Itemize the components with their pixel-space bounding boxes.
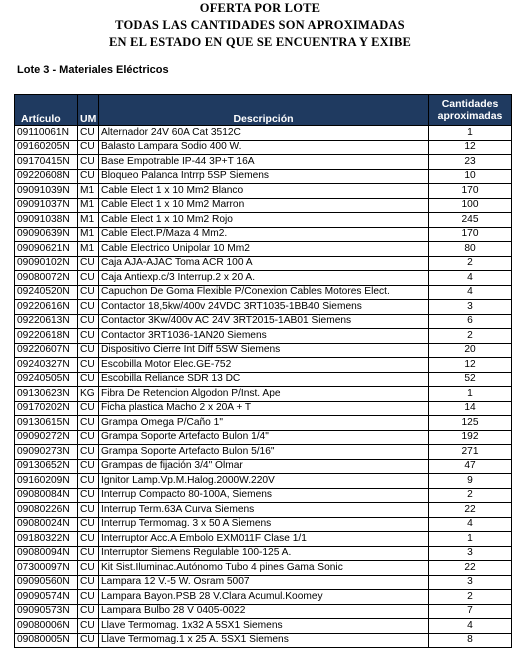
- cell-um: M1: [78, 242, 99, 257]
- table-row: [15, 285, 512, 300]
- cell-um: M1: [78, 227, 99, 242]
- materials-table: [14, 94, 512, 648]
- table-row: [15, 575, 512, 590]
- cell-descripcion: Contactor 3RT1036-1AN20 Siemens: [99, 329, 429, 344]
- cell-articulo: 09080094N: [15, 546, 78, 561]
- cell-um: CU: [78, 546, 99, 561]
- table-row: [15, 590, 512, 605]
- cell-cantidad: 14: [429, 401, 512, 416]
- cell-cantidad: 22: [429, 561, 512, 576]
- cell-um: CU: [78, 372, 99, 387]
- cell-articulo: 09080226N: [15, 503, 78, 518]
- cell-cantidad: 2: [429, 256, 512, 271]
- table-row: [15, 329, 512, 344]
- cell-um: M1: [78, 213, 99, 228]
- cell-um: M1: [78, 184, 99, 199]
- cell-um: CU: [78, 358, 99, 373]
- table-row: [15, 474, 512, 489]
- cell-cantidad: 8: [429, 633, 512, 648]
- cell-cantidad: 12: [429, 358, 512, 373]
- cell-cantidad: 170: [429, 227, 512, 242]
- table-row: [15, 401, 512, 416]
- cell-cantidad: 23: [429, 155, 512, 170]
- cell-um: CU: [78, 256, 99, 271]
- cell-um: CU: [78, 575, 99, 590]
- cell-cantidad: 3: [429, 300, 512, 315]
- cell-articulo: 09090621N: [15, 242, 78, 257]
- table-row: [15, 430, 512, 445]
- cell-descripcion: Kit Sist.Iluminac.Autónomo Tubo 4 pines Gama Sonic: [99, 561, 429, 576]
- cell-articulo: 09180322N: [15, 532, 78, 547]
- cell-articulo: 09240327N: [15, 358, 78, 373]
- table-row: [15, 619, 512, 634]
- cell-articulo: 09091039N: [15, 184, 78, 199]
- cell-articulo: 09160205N: [15, 140, 78, 155]
- cell-descripcion: Interruptor Siemens Regulable 100-125 A.: [99, 546, 429, 561]
- cell-articulo: 09090639N: [15, 227, 78, 242]
- cell-articulo: 09130615N: [15, 416, 78, 431]
- cell-articulo: 09240505N: [15, 372, 78, 387]
- cell-cantidad: 3: [429, 575, 512, 590]
- cell-cantidad: 2: [429, 590, 512, 605]
- cell-articulo: 09170415N: [15, 155, 78, 170]
- table-row: [15, 314, 512, 329]
- cell-um: CU: [78, 561, 99, 576]
- cell-descripcion: Escobilla Reliance SDR 13 DC: [99, 372, 429, 387]
- cell-descripcion: Cable Elect 1 x 10 Mm2 Blanco: [99, 184, 429, 199]
- cell-descripcion: Contactor 3Kw/400v AC 24V 3RT2015-1AB01 Siemens: [99, 314, 429, 329]
- table-row: [15, 358, 512, 373]
- lot-title: Lote 3 - Materiales Eléctricos: [17, 64, 169, 76]
- cell-articulo: 09090560N: [15, 575, 78, 590]
- cell-um: CU: [78, 532, 99, 547]
- table-row: [15, 300, 512, 315]
- cell-descripcion: Interrup Compacto 80-100A, Siemens: [99, 488, 429, 503]
- cell-descripcion: Cable Electrico Unipolar 10 Mm2: [99, 242, 429, 257]
- cell-cantidad: 1: [429, 532, 512, 547]
- cell-um: CU: [78, 401, 99, 416]
- cell-um: M1: [78, 198, 99, 213]
- cell-um: CU: [78, 271, 99, 286]
- cell-um: CU: [78, 474, 99, 489]
- cell-articulo: 09220608N: [15, 169, 78, 184]
- cell-descripcion: Cable Elect 1 x 10 Mm2 Marron: [99, 198, 429, 213]
- table-row: [15, 532, 512, 547]
- cell-cantidad: 2: [429, 488, 512, 503]
- column-header-articulo: Artículo: [15, 95, 78, 126]
- table-row: [15, 343, 512, 358]
- table-row: [15, 372, 512, 387]
- table-row: [15, 126, 512, 141]
- cell-articulo: 09080006N: [15, 619, 78, 634]
- cell-cantidad: 245: [429, 213, 512, 228]
- table-row: [15, 416, 512, 431]
- cell-um: CU: [78, 619, 99, 634]
- cell-articulo: 09130652N: [15, 459, 78, 474]
- table-body: [15, 126, 512, 648]
- cell-cantidad: 9: [429, 474, 512, 489]
- cell-cantidad: 100: [429, 198, 512, 213]
- cell-cantidad: 192: [429, 430, 512, 445]
- cell-articulo: 09090574N: [15, 590, 78, 605]
- cell-descripcion: Dispositivo Cierre Int Diff 5SW Siemens: [99, 343, 429, 358]
- cell-descripcion: Lampara 12 V.-5 W. Osram 5007: [99, 575, 429, 590]
- cell-descripcion: Interrup Term.63A Curva Siemens: [99, 503, 429, 518]
- table-row: [15, 604, 512, 619]
- cell-articulo: 09080005N: [15, 633, 78, 648]
- cell-um: CU: [78, 169, 99, 184]
- table-row: [15, 184, 512, 199]
- cell-cantidad: 7: [429, 604, 512, 619]
- table-row: [15, 488, 512, 503]
- cell-descripcion: Contactor 18,5kw/400v 24VDC 3RT1035-1BB40 Siemens: [99, 300, 429, 315]
- cell-articulo: 09220618N: [15, 329, 78, 344]
- cell-cantidad: 1: [429, 387, 512, 402]
- quantities-notice: TODAS LAS CANTIDADES SON APROXIMADAS: [115, 18, 405, 32]
- cell-descripcion: Grampa Soporte Artefacto Bulon 5/16": [99, 445, 429, 460]
- cell-cantidad: 271: [429, 445, 512, 460]
- cell-um: CU: [78, 590, 99, 605]
- cell-articulo: 09080024N: [15, 517, 78, 532]
- cell-cantidad: 4: [429, 619, 512, 634]
- cell-um: CU: [78, 329, 99, 344]
- cell-articulo: 09090273N: [15, 445, 78, 460]
- cell-articulo: 09091037N: [15, 198, 78, 213]
- cell-um: CU: [78, 459, 99, 474]
- cell-descripcion: Caja AJA-AJAC Toma ACR 100 A: [99, 256, 429, 271]
- cell-cantidad: 3: [429, 546, 512, 561]
- cell-um: CU: [78, 488, 99, 503]
- cell-descripcion: Ficha plastica Macho 2 x 20A + T: [99, 401, 429, 416]
- table-row: [15, 387, 512, 402]
- cell-um: CU: [78, 140, 99, 155]
- cell-cantidad: 80: [429, 242, 512, 257]
- cell-um: CU: [78, 126, 99, 141]
- cell-descripcion: Interruptor Acc.A Embolo EXM011F Clase 1/1: [99, 532, 429, 547]
- cell-articulo: 09110061N: [15, 126, 78, 141]
- table-row: [15, 155, 512, 170]
- table-row: [15, 140, 512, 155]
- table-row: [15, 271, 512, 286]
- cell-descripcion: Escobilla Motor Elec.GE-752: [99, 358, 429, 373]
- cell-articulo: 09160209N: [15, 474, 78, 489]
- cell-um: CU: [78, 285, 99, 300]
- cell-um: CU: [78, 343, 99, 358]
- cell-articulo: 09170202N: [15, 401, 78, 416]
- table-row: [15, 227, 512, 242]
- cell-descripcion: Fibra De Retencion Algodon P/Inst. Ape: [99, 387, 429, 402]
- cell-articulo: 09080072N: [15, 271, 78, 286]
- cell-cantidad: 22: [429, 503, 512, 518]
- cell-descripcion: Lampara Bayon.PSB 28 V.Clara Acumul.Koomey: [99, 590, 429, 605]
- cell-descripcion: Llave Termomag. 1x32 A 5SX1 Siemens: [99, 619, 429, 634]
- cell-cantidad: 4: [429, 271, 512, 286]
- table-row: [15, 633, 512, 648]
- cell-articulo: 09220613N: [15, 314, 78, 329]
- column-header-cantidades: Cantidades aproximadas: [429, 95, 512, 126]
- cell-articulo: 09220607N: [15, 343, 78, 358]
- cell-cantidad: 2: [429, 329, 512, 344]
- condition-notice: EN EL ESTADO EN QUE SE ENCUENTRA Y EXIBE: [108, 35, 412, 49]
- cell-cantidad: 1: [429, 126, 512, 141]
- cell-descripcion: Balasto Lampara Sodio 400 W.: [99, 140, 429, 155]
- cell-um: KG: [78, 387, 99, 402]
- cell-descripcion: Cable Elect.P/Maza 4 Mm2.: [99, 227, 429, 242]
- table-row: [15, 445, 512, 460]
- cell-um: CU: [78, 155, 99, 170]
- cell-articulo: 09090272N: [15, 430, 78, 445]
- cell-articulo: 09240520N: [15, 285, 78, 300]
- cell-descripcion: Grampa Soporte Artefacto Bulon 1/4": [99, 430, 429, 445]
- cell-um: CU: [78, 314, 99, 329]
- cell-descripcion: Llave Termomag.1 x 25 A. 5SX1 Siemens: [99, 633, 429, 648]
- offer-title: OFERTA POR LOTE: [199, 1, 321, 15]
- cell-articulo: 09090573N: [15, 604, 78, 619]
- cell-articulo: 09091038N: [15, 213, 78, 228]
- table-row: [15, 517, 512, 532]
- column-header-um: UM: [78, 95, 99, 126]
- cell-cantidad: 170: [429, 184, 512, 199]
- cell-um: CU: [78, 604, 99, 619]
- cell-um: CU: [78, 416, 99, 431]
- cell-cantidad: 12: [429, 140, 512, 155]
- cell-articulo: 07300097N: [15, 561, 78, 576]
- cell-cantidad: 4: [429, 517, 512, 532]
- table-row: [15, 459, 512, 474]
- cell-um: CU: [78, 430, 99, 445]
- cell-articulo: 09080084N: [15, 488, 78, 503]
- column-header-descripcion: Descripción: [99, 95, 429, 126]
- cell-descripcion: Base Empotrable IP-44 3P+T 16A: [99, 155, 429, 170]
- cell-cantidad: 125: [429, 416, 512, 431]
- cell-cantidad: 20: [429, 343, 512, 358]
- table-row: [15, 561, 512, 576]
- cell-articulo: 09130623N: [15, 387, 78, 402]
- cell-descripcion: Grampa Omega P/Caño 1": [99, 416, 429, 431]
- cell-cantidad: 6: [429, 314, 512, 329]
- cell-um: CU: [78, 300, 99, 315]
- cell-cantidad: 52: [429, 372, 512, 387]
- table-row: [15, 198, 512, 213]
- cell-descripcion: Ignitor Lamp.Vp.M.Halog.2000W.220V: [99, 474, 429, 489]
- cell-descripcion: Alternador 24V 60A Cat 3512C: [99, 126, 429, 141]
- cell-articulo: 09220616N: [15, 300, 78, 315]
- table-row: [15, 503, 512, 518]
- cell-descripcion: Capuchon De Goma Flexible P/Conexion Cables Motores Elect.: [99, 285, 429, 300]
- table-row: [15, 213, 512, 228]
- cell-articulo: 09090102N: [15, 256, 78, 271]
- cell-um: CU: [78, 445, 99, 460]
- cell-um: CU: [78, 503, 99, 518]
- cell-cantidad: 47: [429, 459, 512, 474]
- cell-descripcion: Lampara Bulbo 28 V 0405-0022: [99, 604, 429, 619]
- cell-descripcion: Cable Elect 1 x 10 Mm2 Rojo: [99, 213, 429, 228]
- table-row: [15, 169, 512, 184]
- cell-um: CU: [78, 517, 99, 532]
- cell-descripcion: Caja Antiexp.c/3 Interrup.2 x 20 A.: [99, 271, 429, 286]
- cell-descripcion: Grampas de fijación 3/4" Olmar: [99, 459, 429, 474]
- cell-descripcion: Bloqueo Palanca Intrrp 5SP Siemens: [99, 169, 429, 184]
- cell-um: CU: [78, 633, 99, 648]
- table-row: [15, 242, 512, 257]
- table-header-row: [15, 95, 512, 126]
- table-row: [15, 546, 512, 561]
- cell-cantidad: 4: [429, 285, 512, 300]
- cell-descripcion: Interrup Termomag. 3 x 50 A Siemens: [99, 517, 429, 532]
- cell-cantidad: 10: [429, 169, 512, 184]
- table-row: [15, 256, 512, 271]
